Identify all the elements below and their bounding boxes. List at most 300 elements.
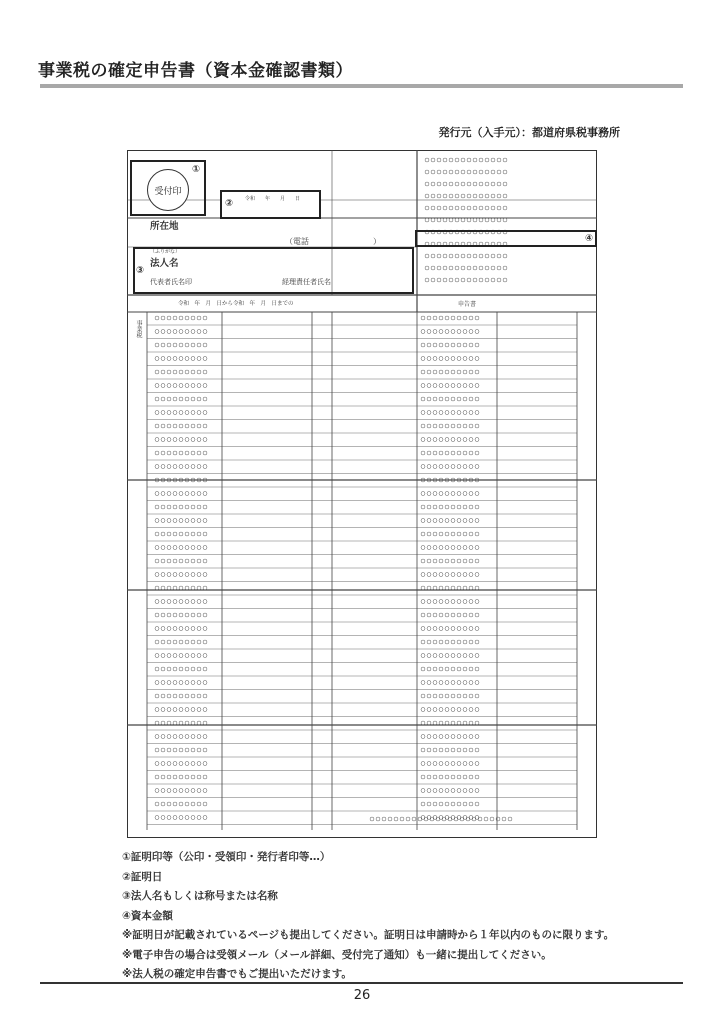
- form-circle: [167, 424, 171, 428]
- form-circle: [455, 218, 459, 222]
- form-circle: [431, 170, 435, 174]
- form-circle: [433, 748, 437, 752]
- form-circle: [445, 438, 449, 442]
- form-circle: [437, 170, 441, 174]
- form-circle: [469, 654, 473, 658]
- form-circle: [203, 559, 207, 563]
- form-circle: [197, 681, 201, 685]
- form-circle: [388, 817, 392, 821]
- form-circle: [475, 330, 479, 334]
- form-circle: [479, 182, 483, 186]
- form-circle: [463, 735, 467, 739]
- form-circle: [469, 370, 473, 374]
- form-circle: [457, 789, 461, 793]
- form-circle: [167, 802, 171, 806]
- period-label: 令和 年 月 日から令和 年 月 日までの: [178, 301, 294, 307]
- form-circle: [503, 218, 507, 222]
- form-circle: [167, 465, 171, 469]
- form-circle: [433, 600, 437, 604]
- form-circle: [475, 627, 479, 631]
- form-circle: [491, 194, 495, 198]
- form-circle: [431, 218, 435, 222]
- form-circle: [491, 266, 495, 270]
- form-circle: [421, 559, 425, 563]
- form-circle: [457, 357, 461, 361]
- form-circle: [425, 158, 429, 162]
- form-circle: [475, 735, 479, 739]
- form-circle: [197, 357, 201, 361]
- form-circle: [433, 775, 437, 779]
- form-circle: [191, 708, 195, 712]
- form-circle: [439, 654, 443, 658]
- form-circle: [161, 519, 165, 523]
- form-circle: [421, 654, 425, 658]
- form-circle: [433, 613, 437, 617]
- form-circle: [203, 627, 207, 631]
- form-circle: [457, 735, 461, 739]
- form-circle: [433, 492, 437, 496]
- form-circle: [479, 170, 483, 174]
- form-circle: [185, 735, 189, 739]
- form-circle: [451, 735, 455, 739]
- form-circle: [467, 266, 471, 270]
- form-circle: [191, 384, 195, 388]
- form-circle: [185, 667, 189, 671]
- title-divider: [40, 84, 683, 88]
- form-circle: [161, 357, 165, 361]
- form-circle: [421, 343, 425, 347]
- form-circle: [203, 519, 207, 523]
- form-circle: [155, 397, 159, 401]
- form-circle: [479, 194, 483, 198]
- form-circle: [427, 559, 431, 563]
- form-circle: [439, 748, 443, 752]
- form-circle: [451, 451, 455, 455]
- form-circle: [479, 266, 483, 270]
- form-circle: [161, 451, 165, 455]
- form-circle: [191, 465, 195, 469]
- form-circle: [197, 748, 201, 752]
- form-circle: [197, 451, 201, 455]
- form-circle: [469, 802, 473, 806]
- form-circle: [451, 627, 455, 631]
- form-circle: [451, 748, 455, 752]
- note-item: ②証明日: [122, 870, 163, 883]
- form-circle: [173, 789, 177, 793]
- form-circle: [167, 532, 171, 536]
- form-circle: [425, 170, 429, 174]
- form-circle: [421, 424, 425, 428]
- form-circle: [439, 708, 443, 712]
- form-circle: [155, 465, 159, 469]
- form-circle: [475, 559, 479, 563]
- form-circle: [427, 600, 431, 604]
- form-circle: [497, 206, 501, 210]
- form-circle: [457, 505, 461, 509]
- form-circle: [155, 343, 159, 347]
- form-circle: [185, 694, 189, 698]
- form-circle: [427, 370, 431, 374]
- form-circle: [421, 708, 425, 712]
- form-circle: [469, 532, 473, 536]
- form-circle: [473, 278, 477, 282]
- form-circle: [469, 735, 473, 739]
- form-circle: [161, 627, 165, 631]
- form-circle: [467, 158, 471, 162]
- form-circle: [443, 266, 447, 270]
- form-circle: [421, 384, 425, 388]
- form-circle: [469, 451, 473, 455]
- form-circle: [457, 492, 461, 496]
- form-circle: [185, 708, 189, 712]
- form-circle: [475, 667, 479, 671]
- form-circle: [191, 789, 195, 793]
- form-circle: [457, 775, 461, 779]
- form-circle: [497, 278, 501, 282]
- form-circle: [425, 278, 429, 282]
- form-circle: [497, 218, 501, 222]
- form-circle: [475, 613, 479, 617]
- form-circle: [469, 762, 473, 766]
- form-circle: [503, 194, 507, 198]
- form-circle: [469, 465, 473, 469]
- form-circle: [491, 182, 495, 186]
- form-circle: [445, 519, 449, 523]
- form-circle: [173, 573, 177, 577]
- form-circle: [475, 789, 479, 793]
- form-circle: [197, 519, 201, 523]
- form-circle: [475, 573, 479, 577]
- form-circle: [179, 384, 183, 388]
- form-circle: [451, 600, 455, 604]
- form-circle: [179, 789, 183, 793]
- form-circle: [491, 218, 495, 222]
- form-circle: [457, 451, 461, 455]
- form-circle: [475, 492, 479, 496]
- form-circle: [445, 424, 449, 428]
- form-circle: [179, 654, 183, 658]
- form-circle: [433, 735, 437, 739]
- form-circle: [433, 762, 437, 766]
- form-circle: [197, 397, 201, 401]
- form-circle: [439, 519, 443, 523]
- form-circle: [185, 532, 189, 536]
- form-circle: [475, 762, 479, 766]
- form-circle: [457, 748, 461, 752]
- form-circle: [167, 316, 171, 320]
- form-circle: [503, 206, 507, 210]
- form-circle: [485, 170, 489, 174]
- form-circle: [475, 438, 479, 442]
- form-circle: [445, 600, 449, 604]
- form-circle: [469, 627, 473, 631]
- form-circle: [421, 789, 425, 793]
- form-circle: [427, 775, 431, 779]
- form-circle: [421, 330, 425, 334]
- form-circle: [457, 438, 461, 442]
- form-circle: [439, 546, 443, 550]
- form-circle: [185, 343, 189, 347]
- form-circle: [427, 505, 431, 509]
- form-circle: [421, 546, 425, 550]
- form-circle: [197, 492, 201, 496]
- form-circle: [173, 451, 177, 455]
- form-circle: [439, 559, 443, 563]
- form-circle: [433, 397, 437, 401]
- form-circle: [421, 613, 425, 617]
- form-circle: [469, 424, 473, 428]
- form-circle: [427, 438, 431, 442]
- form-circle: [475, 600, 479, 604]
- form-circle: [445, 667, 449, 671]
- form-circle: [191, 748, 195, 752]
- form-circle: [433, 708, 437, 712]
- form-circle: [491, 206, 495, 210]
- form-circle: [179, 681, 183, 685]
- form-circle: [427, 316, 431, 320]
- form-circle: [457, 343, 461, 347]
- form-circle: [191, 627, 195, 631]
- form-circle: [475, 708, 479, 712]
- form-circle: [427, 627, 431, 631]
- form-circle: [155, 357, 159, 361]
- form-circle: [433, 694, 437, 698]
- form-circle: [497, 194, 501, 198]
- form-circle: [191, 316, 195, 320]
- form-circle: [155, 451, 159, 455]
- form-circle: [155, 546, 159, 550]
- form-circle: [439, 465, 443, 469]
- form-circle: [167, 384, 171, 388]
- form-circle: [197, 708, 201, 712]
- form-circle: [185, 627, 189, 631]
- form-circle: [179, 546, 183, 550]
- form-circle: [469, 411, 473, 415]
- form-circle: [191, 505, 195, 509]
- form-circle: [475, 370, 479, 374]
- form-circle: [475, 384, 479, 388]
- form-circle: [455, 170, 459, 174]
- form-circle: [155, 316, 159, 320]
- form-circle: [439, 694, 443, 698]
- form-circle: [191, 775, 195, 779]
- form-circle: [469, 789, 473, 793]
- corp-name-label: 法人名: [150, 258, 179, 269]
- form-circle: [467, 218, 471, 222]
- form-circle: [463, 370, 467, 374]
- form-circle: [469, 438, 473, 442]
- form-circle: [421, 492, 425, 496]
- form-circle: [463, 762, 467, 766]
- form-circle: [451, 775, 455, 779]
- form-circle: [475, 411, 479, 415]
- form-circle: [449, 182, 453, 186]
- form-circle: [161, 802, 165, 806]
- form-circle: [463, 681, 467, 685]
- form-circle: [445, 654, 449, 658]
- form-circle: [445, 789, 449, 793]
- form-circle: [461, 170, 465, 174]
- form-circle: [173, 627, 177, 631]
- form-circle: [173, 316, 177, 320]
- form-circle: [155, 735, 159, 739]
- form-circle: [451, 357, 455, 361]
- form-circle: [451, 316, 455, 320]
- form-circle: [167, 330, 171, 334]
- form-circle: [473, 218, 477, 222]
- form-circle: [197, 802, 201, 806]
- address-label: 所在地: [150, 221, 179, 232]
- form-circle: [427, 667, 431, 671]
- form-circle: [463, 330, 467, 334]
- form-circle: [461, 218, 465, 222]
- form-circle: [197, 762, 201, 766]
- form-circle: [173, 640, 177, 644]
- form-circle: [469, 492, 473, 496]
- form-circle: [179, 519, 183, 523]
- form-circle: [167, 627, 171, 631]
- form-circle: [469, 748, 473, 752]
- form-circle: [155, 708, 159, 712]
- form-circle: [473, 170, 477, 174]
- form-circle: [451, 708, 455, 712]
- form-circle: [421, 627, 425, 631]
- form-circle: [457, 465, 461, 469]
- form-circle: [427, 748, 431, 752]
- form-circle: [179, 316, 183, 320]
- form-circle: [173, 559, 177, 563]
- form-circle: [167, 762, 171, 766]
- form-circle: [197, 775, 201, 779]
- form-circle: [155, 640, 159, 644]
- marker-4-box: [415, 230, 597, 247]
- form-circle: [421, 573, 425, 577]
- form-circle: [473, 158, 477, 162]
- form-circle: [437, 194, 441, 198]
- form-circle: [203, 613, 207, 617]
- form-circle: [449, 278, 453, 282]
- form-circle: [467, 170, 471, 174]
- form-circle: [449, 218, 453, 222]
- form-circle: [197, 370, 201, 374]
- form-circle: [197, 559, 201, 563]
- form-circle: [473, 194, 477, 198]
- form-circle: [173, 492, 177, 496]
- form-circle: [167, 600, 171, 604]
- form-circle: [463, 802, 467, 806]
- form-circle: [467, 254, 471, 258]
- form-circle: [469, 546, 473, 550]
- form-circle: [161, 465, 165, 469]
- form-circle: [439, 613, 443, 617]
- form-circle: [161, 708, 165, 712]
- form-circle: [197, 546, 201, 550]
- form-circle: [433, 438, 437, 442]
- form-circle: [439, 343, 443, 347]
- form-circle: [463, 492, 467, 496]
- note-item: ※法人税の確定申告書でもご提出いただけます。: [122, 968, 352, 980]
- form-circle: [502, 817, 506, 821]
- form-circle: [161, 613, 165, 617]
- form-circle: [167, 411, 171, 415]
- form-circle: [457, 600, 461, 604]
- form-circle: [203, 357, 207, 361]
- form-circle: [445, 640, 449, 644]
- form-circle: [445, 627, 449, 631]
- form-circle: [439, 735, 443, 739]
- form-circle: [445, 397, 449, 401]
- form-circle: [457, 802, 461, 806]
- form-circle: [167, 789, 171, 793]
- form-circle: [161, 532, 165, 536]
- form-circle: [473, 254, 477, 258]
- form-circle: [167, 559, 171, 563]
- form-circle: [463, 451, 467, 455]
- form-circle: [427, 640, 431, 644]
- form-circle: [431, 266, 435, 270]
- form-circle: [185, 465, 189, 469]
- form-circle: [439, 370, 443, 374]
- form-circle: [439, 789, 443, 793]
- form-circle: [179, 775, 183, 779]
- form-circle: [463, 613, 467, 617]
- form-circle: [439, 330, 443, 334]
- marker-3: ③: [136, 265, 145, 276]
- form-circle: [173, 816, 177, 820]
- form-circle: [173, 370, 177, 374]
- form-circle: [161, 748, 165, 752]
- form-circle: [191, 397, 195, 401]
- form-circle: [394, 817, 398, 821]
- form-circle: [427, 397, 431, 401]
- form-circle: [197, 816, 201, 820]
- form-circle: [457, 573, 461, 577]
- form-circle: [425, 254, 429, 258]
- form-circle: [457, 681, 461, 685]
- form-circle: [370, 817, 374, 821]
- form-circle: [439, 451, 443, 455]
- form-circle: [185, 654, 189, 658]
- form-circle: [191, 438, 195, 442]
- date-field: 令和 年 月 日: [245, 196, 301, 202]
- form-circle: [463, 505, 467, 509]
- form-circle: [161, 397, 165, 401]
- form-circle: [457, 532, 461, 536]
- form-circle: [457, 330, 461, 334]
- form-circle: [457, 546, 461, 550]
- form-circle: [167, 357, 171, 361]
- form-circle: [457, 667, 461, 671]
- form-circle: [191, 681, 195, 685]
- form-circle: [427, 357, 431, 361]
- form-circle: [167, 519, 171, 523]
- form-circle: [179, 735, 183, 739]
- accountant-label: 経理責任者氏名: [282, 278, 331, 286]
- form-circle: [191, 357, 195, 361]
- form-circle: [161, 316, 165, 320]
- form-circle: [197, 627, 201, 631]
- issuer-text: 発行元（入手元）：都道府県税事務所: [438, 126, 620, 139]
- form-circle: [475, 640, 479, 644]
- form-circle: [457, 384, 461, 388]
- form-circle: [155, 330, 159, 334]
- form-circle: [469, 600, 473, 604]
- form-circle: [155, 600, 159, 604]
- form-circle: [173, 654, 177, 658]
- form-circle: [161, 816, 165, 820]
- form-circle: [433, 384, 437, 388]
- form-circle: [167, 694, 171, 698]
